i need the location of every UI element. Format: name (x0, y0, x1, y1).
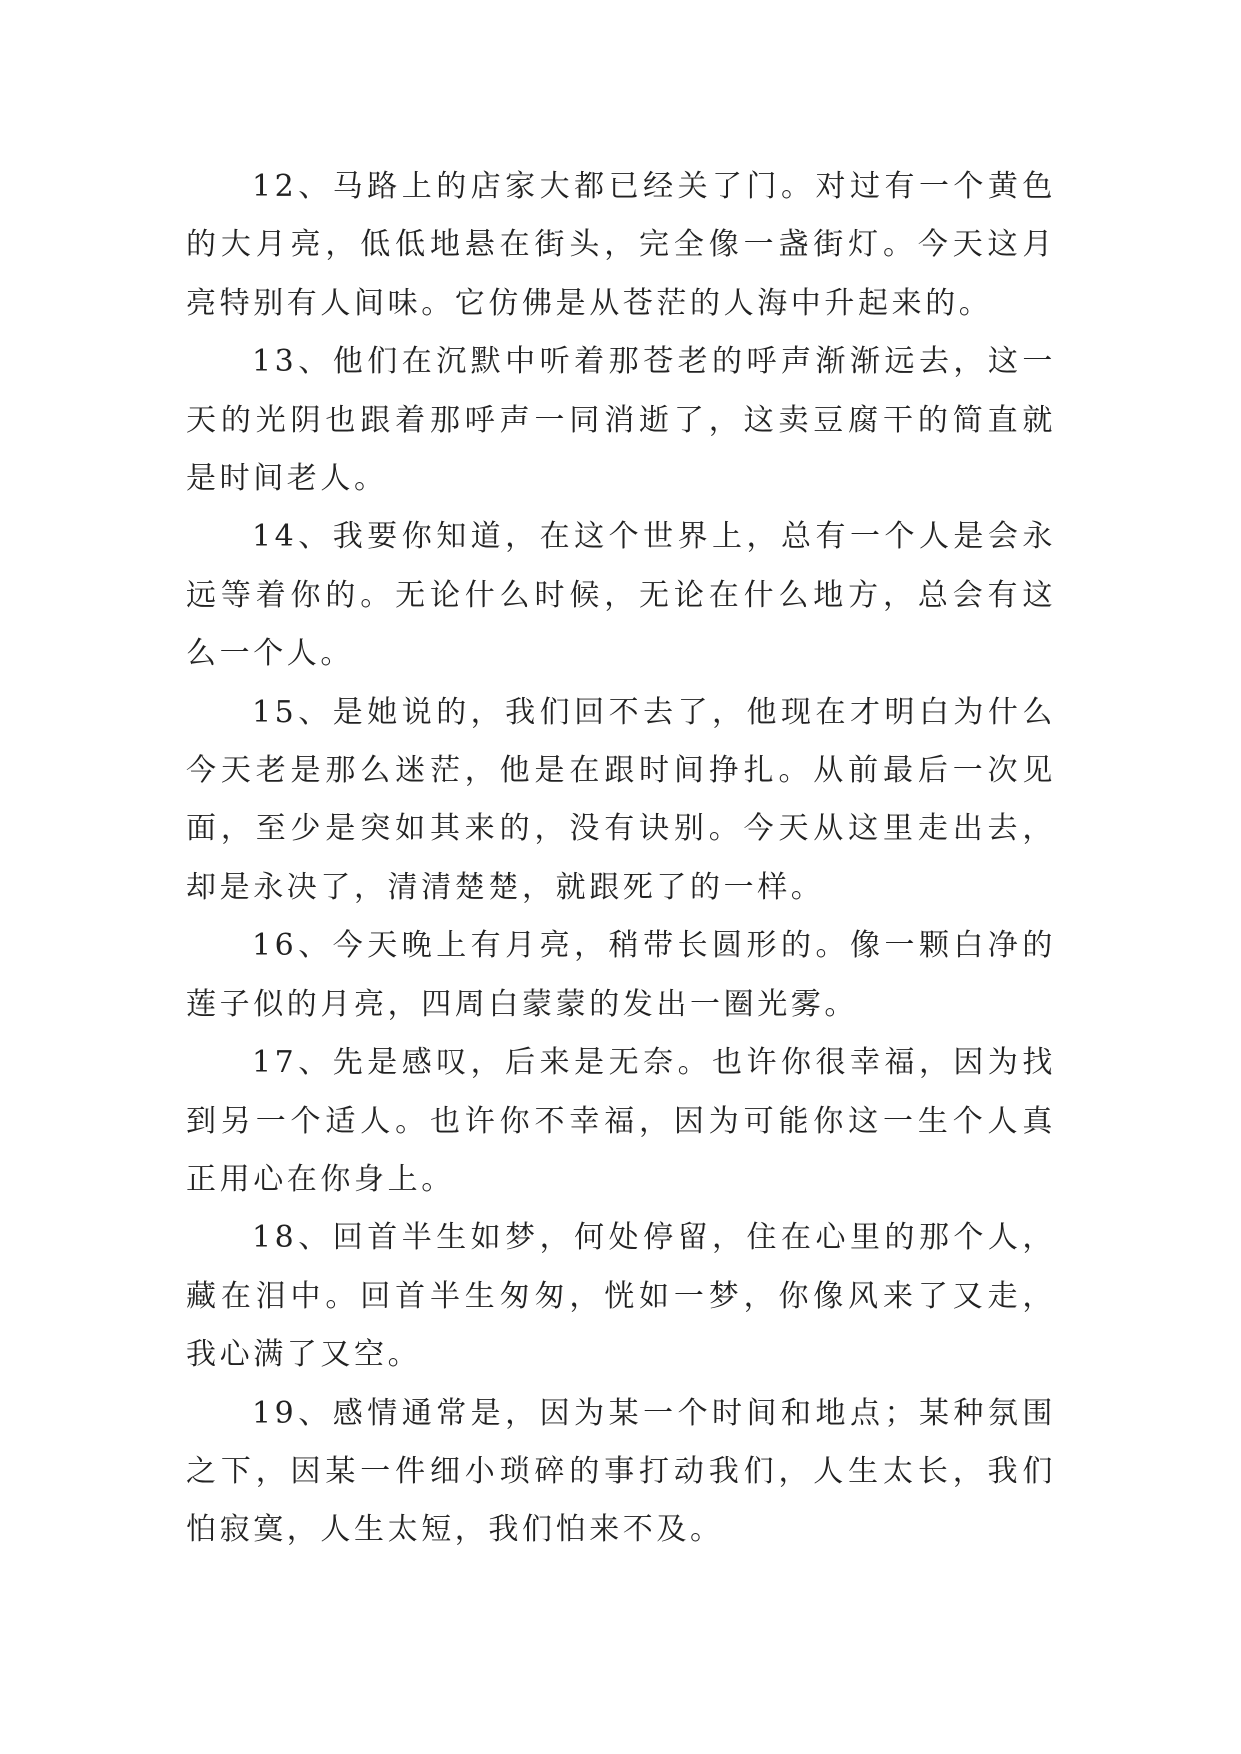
paragraph-13: 13、他们在沉默中听着那苍老的呼声渐渐远去，这一天的光阴也跟着那呼声一同消逝了，这卖豆腐干的简直就是时间老人。 (186, 344, 1056, 497)
paragraph-16: 16、今天晚上有月亮，稍带长圆形的。像一颗白净的莲子似的月亮，四周白蒙蒙的发出一圈光雾。 (186, 928, 1056, 1022)
paragraph-18: 18、回首半生如梦，何处停留，住在心里的那个人，藏在泪中。回首半生匆匆，恍如一梦，你像风来了又走，我心满了又空。 (186, 1220, 1056, 1373)
paragraph-15: 15、是她说的，我们回不去了，他现在才明白为什么今天老是那么迷茫，他是在跟时间挣扎。从前最后一次见面，至少是突如其来的，没有诀别。今天从这里走出去，却是永决了，清清楚楚，就跟死了的一样。 (186, 694, 1056, 905)
paragraph-14: 14、我要你知道，在这个世界上，总有一个人是会永远等着你的。无论什么时候，无论在什么地方，总会有这么一个人。 (186, 519, 1056, 672)
paragraph-19: 19、感情通常是，因为某一个时间和地点；某种氛围之下，因某一件细小琐碎的事打动我们，人生太长，我们怕寂寞，人生太短，我们怕来不及。 (186, 1395, 1056, 1548)
paragraph-17: 17、先是感叹，后来是无奈。也许你很幸福，因为找到另一个适人。也许你不幸福，因为可能你这一生个人真正用心在你身上。 (186, 1045, 1056, 1197)
document-body (186, 158, 1056, 1560)
paragraph-12: 12、马路上的店家大都已经关了门。对过有一个黄色的大月亮，低低地悬在街头，完全像一盏街灯。今天这月亮特别有人间味。它仿佛是从苍茫的人海中升起来的。 (186, 169, 1056, 321)
